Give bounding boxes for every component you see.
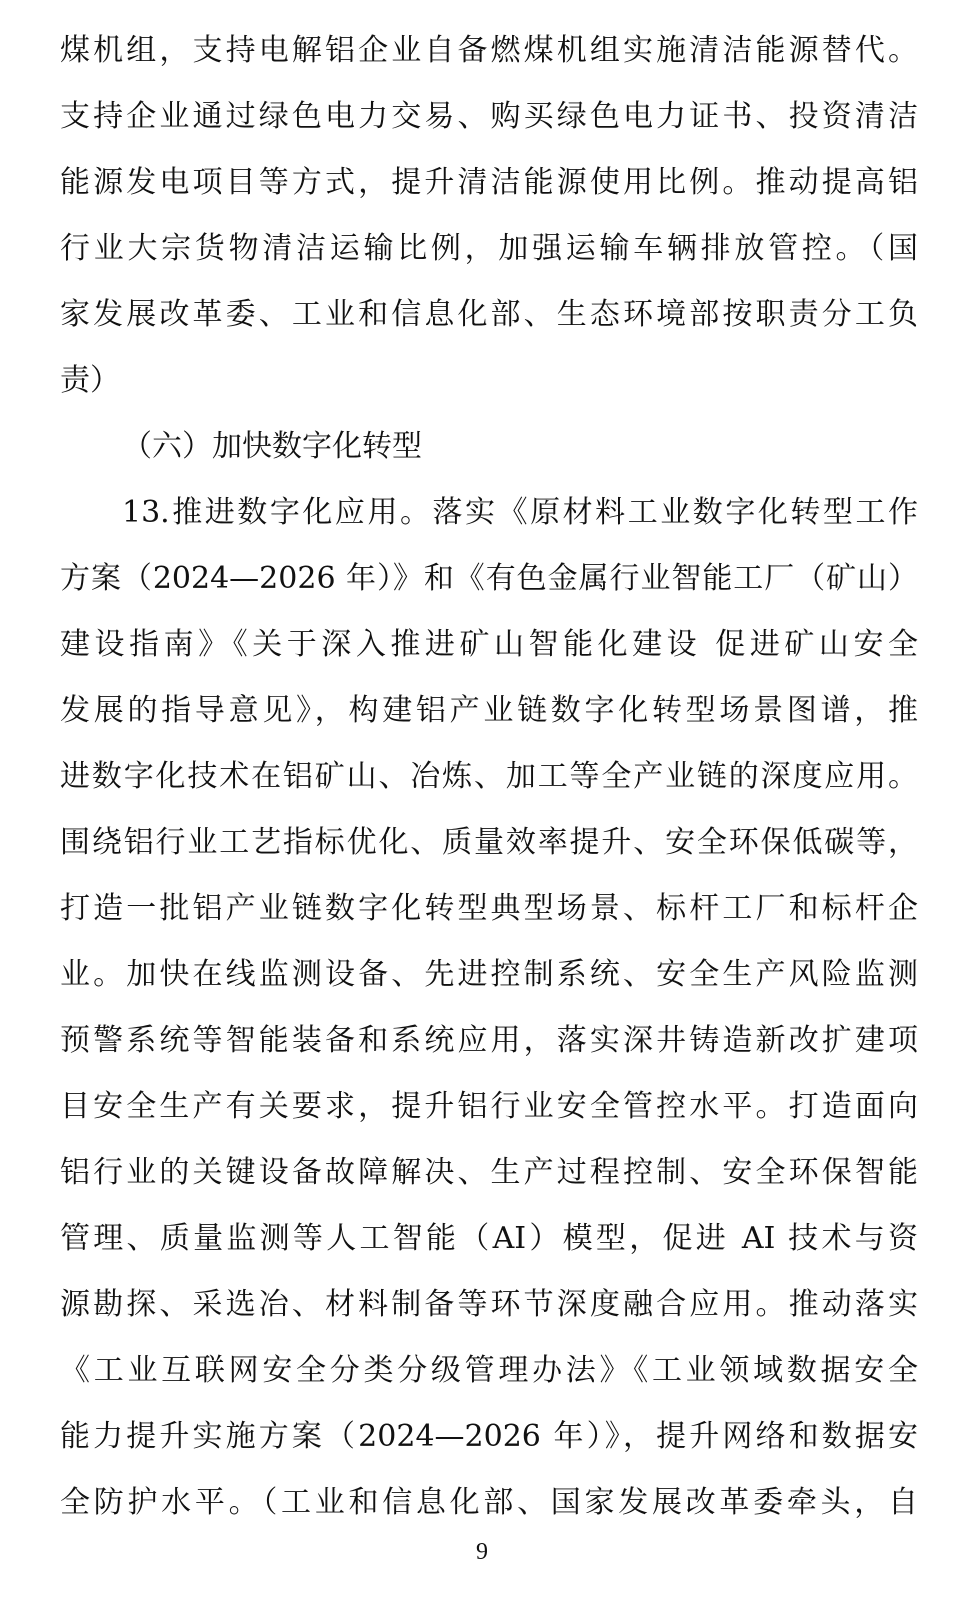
paragraph-line: 全防护水平。（工业和信息化部、国家发展改革委牵头，自 [60,1485,918,1520]
paragraph-line: 支持企业通过绿色电力交易、购买绿色电力证书、投资清洁 [60,99,918,134]
paragraph-line: 铝行业的关键设备故障解决、生产过程控制、安全环保智能 [60,1155,918,1190]
paragraph-line: 目安全生产有关要求，提升铝行业安全管控水平。打造面向 [60,1089,918,1124]
paragraph-line: 能力提升实施方案（2024—2026 年）》，提升网络和数据安 [60,1419,918,1454]
paragraph-line: 业。加快在线监测设备、先进控制系统、安全生产风险监测 [60,957,918,992]
paragraph-line: 13.推进数字化应用。落实《原材料工业数字化转型工作 [122,495,918,530]
paragraph-line: 管理、质量监测等人工智能（AI）模型，促进 AI 技术与资 [60,1221,918,1256]
paragraph-line: 《工业互联网安全分类分级管理办法》《工业领域数据安全 [60,1353,918,1388]
paragraph-line: 责） [60,363,120,398]
paragraph-line: 发展的指导意见》，构建铝产业链数字化转型场景图谱，推 [60,693,918,728]
paragraph-line: 建设指南》《关于深入推进矿山智能化建设 促进矿山安全 [60,627,918,662]
paragraph-line: 行业大宗货物清洁运输比例，加强运输车辆排放管控。（国 [60,231,918,266]
paragraph-line: 进数字化技术在铝矿山、冶炼、加工等全产业链的深度应用。 [60,759,918,794]
paragraph-line: 源勘探、采选冶、材料制备等环节深度融合应用。推动落实 [60,1287,918,1322]
paragraph-line: 打造一批铝产业链数字化转型典型场景、标杆工厂和标杆企 [60,891,918,926]
paragraph-line: 方案（2024—2026 年）》和《有色金属行业智能工厂（矿山） [60,561,918,596]
paragraph-line: 预警系统等智能装备和系统应用，落实深井铸造新改扩建项 [60,1023,918,1058]
section-heading: （六）加快数字化转型 [122,429,422,464]
paragraph-line: 围绕铝行业工艺指标优化、质量效率提升、安全环保低碳等， [60,825,918,860]
paragraph-line: 家发展改革委、工业和信息化部、生态环境部按职责分工负 [60,297,918,332]
paragraph-line: 煤机组，支持电解铝企业自备燃煤机组实施清洁能源替代。 [60,33,918,68]
paragraph-line: 能源发电项目等方式，提升清洁能源使用比例。推动提高铝 [60,165,918,200]
page-number: 9 [476,1539,488,1565]
